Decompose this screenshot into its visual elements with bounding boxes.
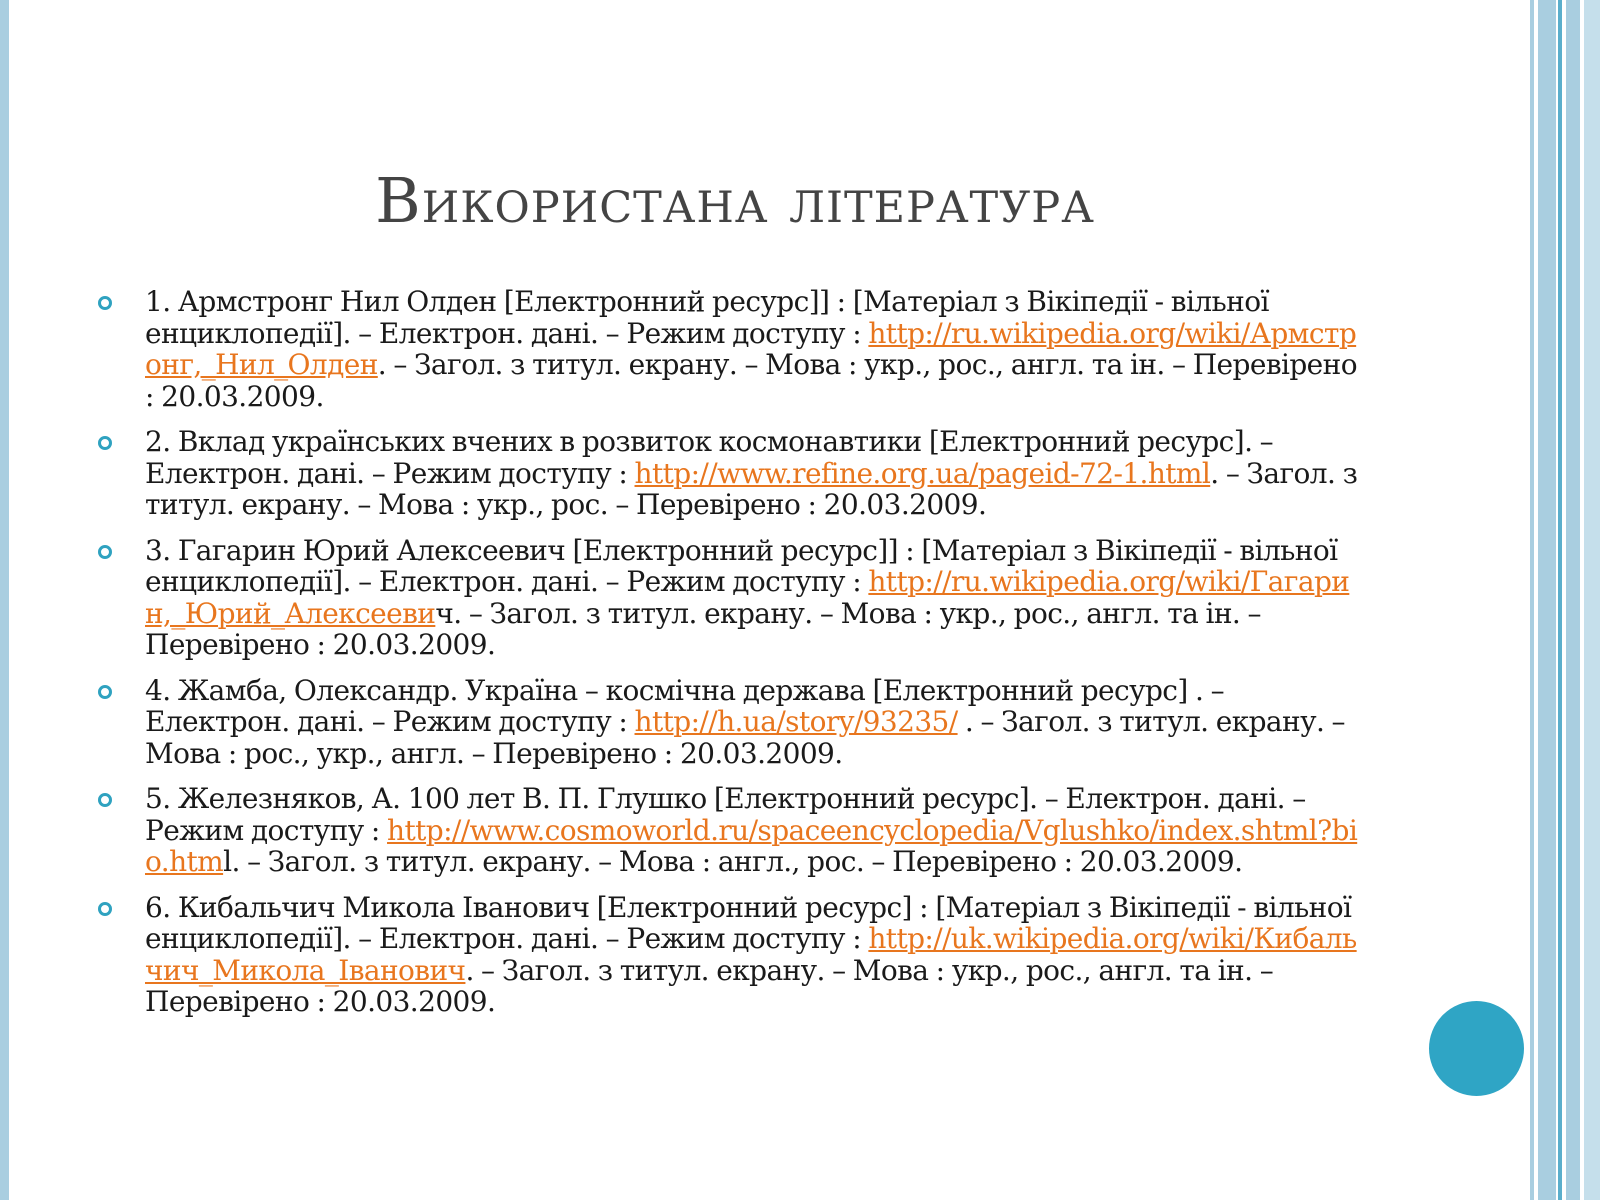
reference-text: 2. Вклад українських вчених в розвиток космонавтики [Електронний ресурс]. – Електрон. дані. – Режим доступу : (145, 425, 1274, 490)
bullet-ring-icon (98, 296, 112, 310)
reference-link[interactable]: http://www.cosmoworld.ru/spaceencyclopedia/Vglushko/index.shtml?bio.htm (145, 813, 1358, 878)
slide-title: Використана література (375, 164, 1095, 237)
reference-item (98, 783, 1360, 878)
reference-link[interactable]: http://www.refine.org.ua/pageid-72-1.html (634, 456, 1211, 490)
reference-link[interactable]: http://h.ua/story/93235/ (634, 705, 958, 738)
reference-text: 4. Жамба, Олександр. Україна – космічна держава [Електронний ресурс] . – Електрон. дані. – Режим доступу : (145, 673, 1224, 738)
reference-item (98, 892, 1360, 1018)
reference-text: 1. Армстронг Нил Олден [Електронний ресурс]] : [Матеріал з Вікіпедії - вільної енциклопедії]. – Електрон. дані. – Режим доступу : (145, 285, 1269, 350)
reference-text-tail: . – Загол. з титул. екрану. – Мова : рос., укр., англ. – Перевірено : 20.03.2009. (145, 705, 1345, 770)
reference-text: 6. Кибальчич Микола Іванович [Електронний ресурс] : [Матеріал з Вікіпедії - вільної енциклопедії]. – Електрон. дані. – Режим доступу : (145, 890, 1352, 955)
bullet-ring-icon (98, 902, 112, 916)
reference-link[interactable]: http://uk.wikipedia.org/wiki/Кибальчич_Микола_Іванович (145, 922, 1357, 987)
right-stripe-1 (1530, 0, 1534, 1200)
reference-item (98, 675, 1360, 770)
reference-text-tail: . – Загол. з титул. екрану. – Мова : укр., рос., англ. та ін. – Перевірено : 20.03.2009. (145, 348, 1357, 413)
reference-text-tail: . – Загол. з титул. екрану. – Мова : укр., рос., англ. та ін. – Перевірено : 20.03.2009. (145, 953, 1274, 1018)
reference-text-tail: ч. – Загол. з титул. екрану. – Мова : укр., рос., англ. та ін. – Перевірено : 20.03.2009. (145, 596, 1261, 661)
right-stripe-3 (1558, 0, 1562, 1200)
right-stripe-2 (1538, 0, 1556, 1200)
reference-text: 3. Гагарин Юрий Алексеевич [Електронний ресурс]] : [Матеріал з Вікіпедії - вільної енциклопедії]. – Електрон. дані. – Режим доступу : (145, 533, 1338, 598)
reference-link[interactable]: http://ru.wikipedia.org/wiki/Гагарин,_Юрий_Алексееви (145, 565, 1350, 630)
bullet-ring-icon (98, 685, 112, 699)
bullet-ring-icon (98, 793, 112, 807)
reference-link[interactable]: http://ru.wikipedia.org/wiki/Армстронг,_Нил_Олден (145, 316, 1357, 381)
reference-list (98, 286, 1360, 1032)
bullet-ring-icon (98, 436, 112, 450)
right-stripe-4 (1566, 0, 1580, 1200)
decorative-circle (1427, 999, 1526, 1098)
right-stripe-5 (1584, 0, 1600, 1200)
reference-item (98, 426, 1360, 521)
reference-text-tail: l. – Загол. з титул. екрану. – Мова : англ., рос. – Перевірено : 20.03.2009. (223, 845, 1243, 878)
reference-text-tail: . – Загол. з титул. екрану. – Мова : укр., рос. – Перевірено : 20.03.2009. (145, 456, 1358, 521)
bullet-ring-icon (98, 545, 112, 559)
reference-item (98, 286, 1360, 412)
reference-item (98, 535, 1360, 661)
reference-text: 5. Железняков, А. 100 лет В. П. Глушко [Електронний ресурс]. – Електрон. дані. – Режим доступу : (145, 782, 1306, 847)
